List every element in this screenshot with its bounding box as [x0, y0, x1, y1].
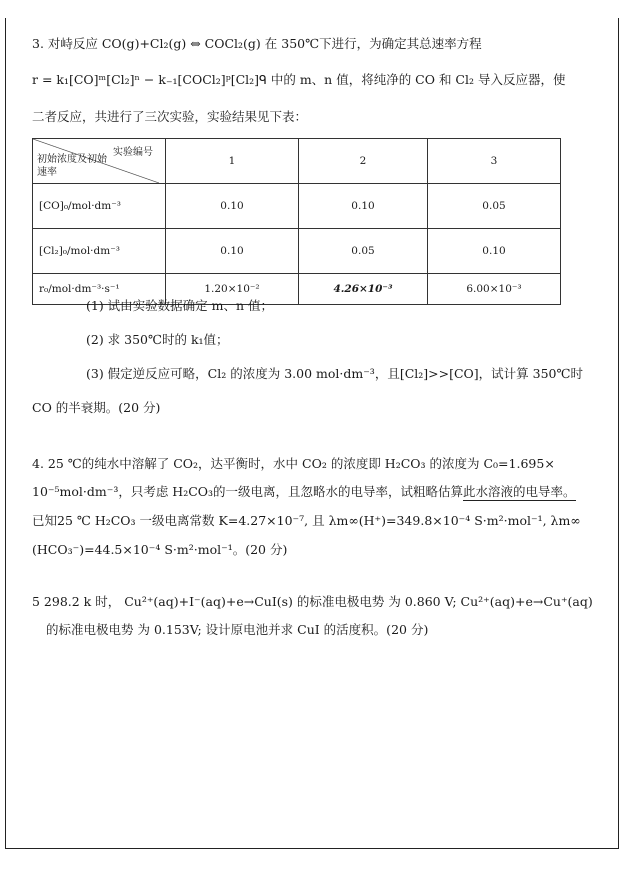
table-row	[33, 184, 561, 229]
col-header-2: 2	[299, 139, 428, 184]
table-corner-cell	[33, 139, 166, 184]
q3-sub-3a: (3) 假定逆反应可略，Cl₂ 的浓度为 3.00 mol·dm⁻³，且[Cl₂]>>[CO]，试计算 350℃时	[86, 366, 583, 381]
cell: 0.10	[299, 184, 428, 229]
col-header-3: 3	[428, 139, 561, 184]
col-header-1: 1	[166, 139, 299, 184]
cell: 1.20×10⁻²	[166, 274, 299, 305]
row-label-co: [CO]₀/mol·dm⁻³	[33, 184, 166, 229]
q4-line-2	[32, 482, 576, 502]
q5-line-1: 5 298.2 k 时， Cu²⁺(aq)+I⁻(aq)+e→CuI(s) 的标准电极电势 为 0.860 V; Cu²⁺(aq)+e→Cu⁺(aq)	[32, 594, 593, 609]
header-experiment-no: 实验编号	[113, 147, 153, 158]
q3-line-3: 二者反应，共进行了三次实验，实验结果见下表：	[32, 109, 308, 124]
q4-line-2b: 此水溶液的电导率。	[463, 484, 576, 499]
q3-sub-1: (1) 试由实验数据确定 m、n 值；	[86, 298, 274, 313]
q4-line-4: (HCO₃⁻)=44.5×10⁻⁴ S·m²·mol⁻¹。(20 分)	[32, 542, 288, 557]
cell: 0.10	[428, 229, 561, 274]
cell: 4.26×10⁻³	[299, 274, 428, 305]
q5-line-2: 的标准电极电势 为 0.153V; 设计原电池并求 CuI 的活度积。(20 分)	[46, 622, 429, 637]
q4-line-3: 已知25 ℃ H₂CO₃ 一级电离常数 K=4.27×10⁻⁷, 且 λm∞(H⁺)=349.8×10⁻⁴ S·m²·mol⁻¹, λm∞	[32, 513, 581, 528]
q4-line-2a: 10⁻⁵mol·dm⁻³，只考虑 H₂CO₃的一级电离，且忽略水的电导率，试粗略估算	[32, 484, 464, 499]
q3-line-1: 3. 对峙反应 CO(g)+Cl₂(g) ⇔ COCl₂(g) 在 350℃下进行，为确定其总速率方程	[32, 36, 482, 51]
experiment-table	[32, 138, 561, 305]
cell: 0.05	[428, 184, 561, 229]
q4-line-1: 4. 25 ℃的纯水中溶解了 CO₂，达平衡时，水中 CO₂ 的浓度即 H₂CO₃ 的浓度为 C₀=1.695×	[32, 456, 555, 471]
cell: 6.00×10⁻³	[428, 274, 561, 305]
q3-line-2: r = k₁[CO]ᵐ[Cl₂]ⁿ − k₋₁[COCl₂]ᵖ[Cl₂]ᑫ 中的 m、n 值，将纯净的 CO 和 Cl₂ 导入反应器，使	[32, 72, 566, 87]
table-row	[33, 229, 561, 274]
q3-sub-2: (2) 求 350℃时的 k₁值；	[86, 332, 229, 347]
cell: 0.05	[299, 229, 428, 274]
cell: 0.10	[166, 229, 299, 274]
cell: 0.10	[166, 184, 299, 229]
table-header-row	[33, 139, 561, 184]
row-label-rate: r₀/mol·dm⁻³·s⁻¹	[33, 274, 166, 305]
header-initial-values: 初始浓度及初始速率	[37, 154, 107, 178]
q3-sub-3b: CO 的半衰期。(20 分)	[32, 400, 161, 415]
row-label-cl2: [Cl₂]₀/mol·dm⁻³	[33, 229, 166, 274]
